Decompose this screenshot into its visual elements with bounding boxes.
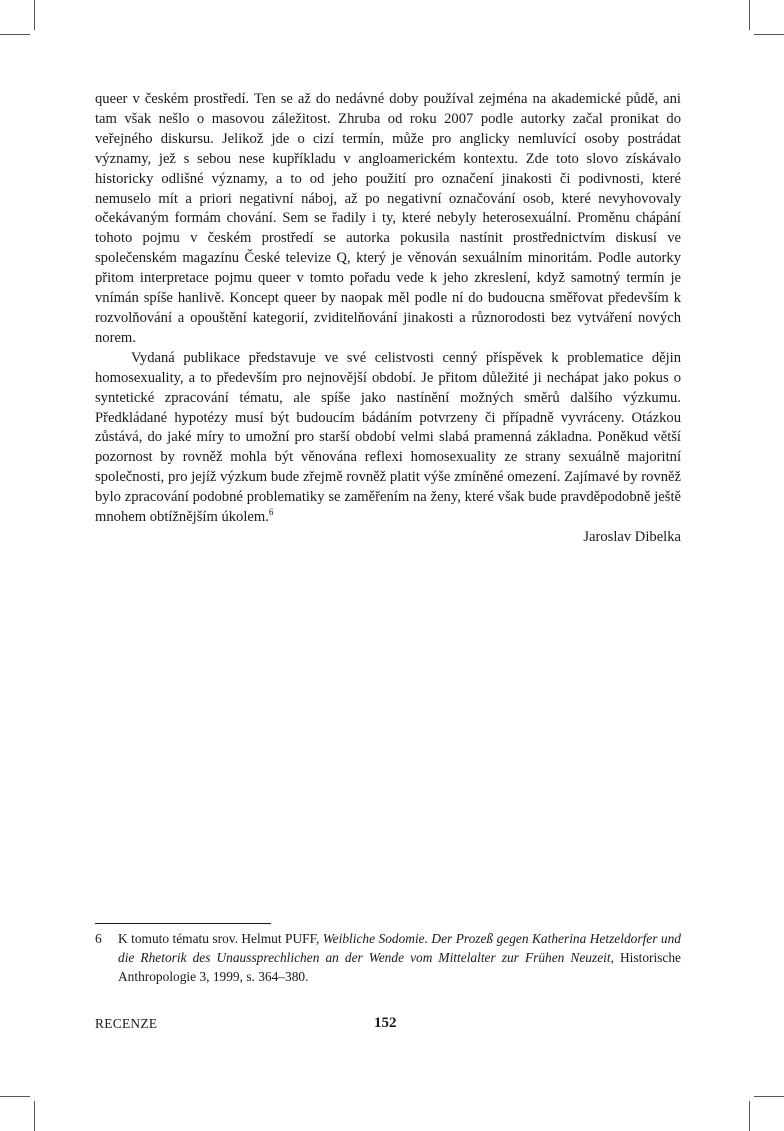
- crop-mark: [749, 1101, 750, 1131]
- page-number: 152: [374, 1015, 397, 1031]
- footnote: [95, 929, 681, 987]
- crop-mark: [749, 0, 750, 30]
- crop-mark: [754, 34, 784, 35]
- paragraph-2-text: Vydaná publikace představuje ve své celistvosti cenný příspěvek k problematice dějin homosexuality, a to především pro nejnovější období. Je přitom důležité ji nechápat jako pokus o syntetické zpracování tématu, ale spíše jako nastínění možných směrů dalšího výzkumu. Předkládané hypotézy musí být budoucím bádáním potvrzeny či případně vyvráceny. Otázkou zůstává, do jaké míry to umožní pro starší období velmi slabá pramenná základna. Poněkud větší pozornost by rovněž mohla být věnována reflexi homosexuality ze strany sexuálně majoritní společnosti, pro jejíž výzkum bude zřejmě rovněž platit výše zmíněné omezení. Zajímavé by rovněž bylo zpracování podobné problematiky se zaměřením na ženy, které však bude pravděpodobně ještě mnohem obtížnějším úkolem.: [95, 349, 681, 526]
- crop-mark: [34, 0, 35, 30]
- footnote-number: 6: [95, 931, 102, 946]
- body-text: [95, 90, 681, 548]
- crop-mark: [754, 1096, 784, 1097]
- crop-mark: [0, 34, 30, 35]
- footnote-reference[interactable]: 6: [268, 507, 274, 518]
- footnote-text: [118, 929, 681, 987]
- crop-mark: [34, 1101, 35, 1131]
- author-signature: Jaroslav Dibelka: [583, 528, 681, 545]
- running-footer: RECENZE: [95, 1016, 158, 1031]
- crop-mark: [0, 1096, 30, 1097]
- footnote-title: Weibliche Sodomie. Der Prozeß gegen Katherina Hetzeldorfer und die Rhetorik des Unaussprechlichen an der Wende vom Mittelalter zur Frühen Neuzeit: [118, 931, 681, 966]
- footnote-rest: , Historische Anthropologie 3, 1999, s. 364–380.: [118, 950, 681, 985]
- paragraph-2: [95, 349, 681, 528]
- footnote-lead: K tomuto tématu srov. Helmut PUFF,: [118, 931, 323, 946]
- footnote-divider: [95, 923, 271, 924]
- paragraph-1: queer v českém prostředí. Ten se až do nedávné doby používal zejména na akademické půdě, ani tam však nešlo o masovou záležitost. Zhruba od roku 2007 podle autorky začal pronikat do veřejného diskursu. Jelikož jde o cizí termín, může pro anglicky nemluvící osoby postrádat významy, jež s sebou nese kupříkladu v angloamerickém kontextu. Zde toto slovo získávalo historicky odlišné významy, a to od jeho použití pro označení jinakosti či podivnosti, které nemuselo mít a priori negativní náboj, až po negativní označování osob, které nevyhovovaly očekávaným formám chování. Sem se řadily i ty, které nebyly heterosexuální. Proměnu chápání tohoto pojmu v českém prostředí se autorka pokusila nastínit prostřednictvím diskusí ve společenském magazínu České televize Q, který je věnován sexuálním minoritám. Podle autorky přitom interpretace pojmu queer v tomto pořadu vede k jeho zkreslení, když samotný termín je vnímán spíše hanlivě. Koncept queer by naopak měl podle ní do budoucna směřovat především k rozvolňování a opouštění kategorií, zviditelňování jinakosti a různorodosti bez vytváření nových norem.: [95, 91, 681, 346]
